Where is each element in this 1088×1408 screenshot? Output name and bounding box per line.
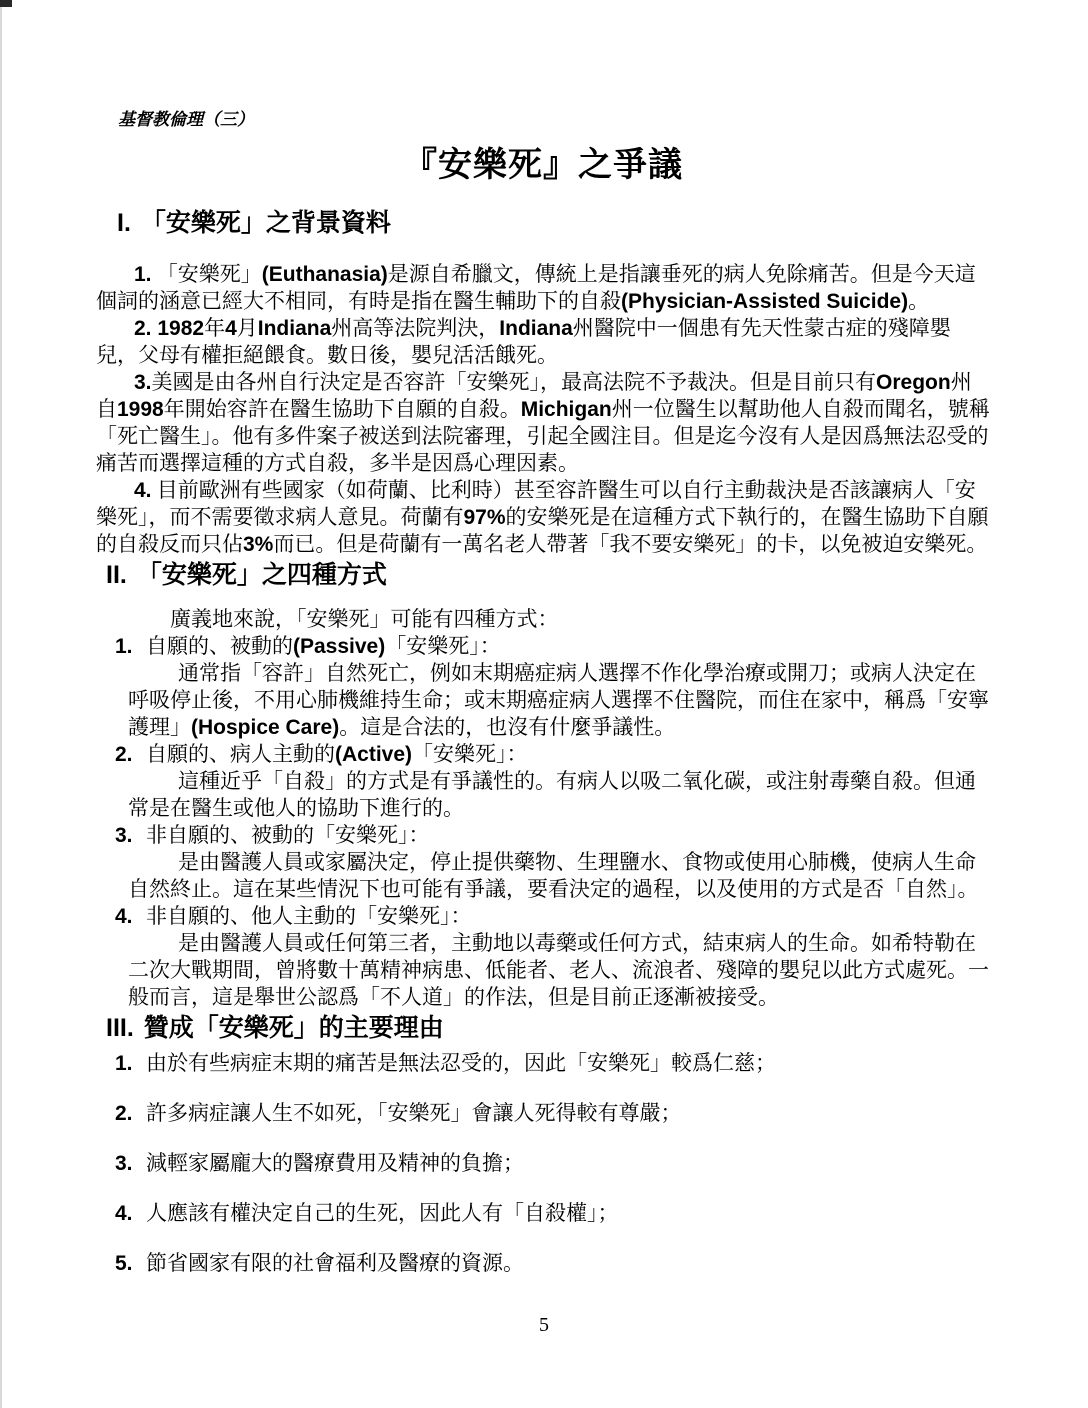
scan-edge-artifact	[0, 0, 2, 1408]
section-heading-text: 贊成「安樂死」的主要理由	[143, 1015, 444, 1042]
list-item-body: 通常指「容許」自然死亡，例如末期癌症病人選擇不作化學治療或開刀；或病人決定在呼吸停止後，不用心肺機維持生命；或末期癌症病人選擇不住醫院，而住在家中，稱爲「安寧護理」(Hospice Care)。這是合法的，也沒有什麼爭議性。	[128, 661, 989, 739]
list-item-title: 非自願的、他人主動的「安樂死」：	[146, 904, 472, 928]
reason-item-resources	[96, 1250, 990, 1277]
list-item-title: 非自願的、被動的「安樂死」：	[146, 823, 430, 847]
list-item-title: 自願的、被動的(Passive)「安樂死」：	[146, 634, 501, 658]
page-title: 『安樂死』之爭議	[403, 147, 683, 184]
section-number: III.	[106, 1014, 134, 1042]
list-item-text: 許多病症讓人生不如死，「安樂死」會讓人死得較有尊嚴；	[146, 1101, 682, 1125]
list-item-passive-involuntary	[96, 822, 990, 849]
list-item-body: 是由醫護人員或任何第三者，主動地以毒藥或任何方式，結束病人的生命。如希特勒在二次大戰期間，曾將數十萬精神病患、低能者、老人、流浪者、殘障的嬰兒以此方式處死。一般而言，這是舉世公認爲「不人道」的作法，但是目前正逐漸被接受。	[128, 931, 989, 1009]
section-pro-reasons-heading	[106, 1013, 990, 1044]
list-item-text: 由於有些病症末期的痛苦是無法忍受的，因此「安樂死」較爲仁慈；	[146, 1051, 776, 1075]
section-pro-reasons	[96, 1013, 990, 1277]
section-number: I.	[117, 209, 131, 237]
reason-item-right-to-die	[96, 1200, 990, 1227]
section-four-ways	[96, 560, 990, 1011]
list-item-number: 4.	[115, 1202, 133, 1225]
list-item-number: 3.	[115, 824, 133, 847]
section-background-heading	[117, 208, 990, 239]
list-item-title: 自願的、病人主動的(Active)「安樂死」：	[146, 742, 528, 766]
section-heading-text: 「安樂死」之背景資料	[140, 210, 391, 237]
course-header: 基督教倫理（三）	[118, 110, 254, 129]
paragraph-euthanasia-origin: 1. 「安樂死」(Euthanasia)是源自希臘文，傳統上是指讓垂死的病人免除痛苦。但是今天這個詞的涵意已經大不相同，有時是指在醫生輔助下的自殺(Physician-Assisted Suicide)。	[96, 262, 976, 313]
paragraph-indiana-case: 2. 1982年4月Indiana州高等法院判決，Indiana州醫院中一個患有先天性蒙古症的殘障嬰兒，父母有權拒絕餵食。數日後，嬰兒活活餓死。	[96, 316, 951, 367]
list-item-number: 1.	[115, 635, 133, 658]
list-item-number: 4.	[115, 905, 133, 928]
list-item-body: 這種近乎「自殺」的方式是有爭議性的。有病人以吸二氧化碳，或注射毒藥自殺。但通常是在醫生或他人的協助下進行的。	[128, 769, 976, 820]
list-item-number: 2.	[115, 1102, 133, 1125]
section-number: II.	[106, 561, 127, 589]
section-background	[96, 208, 990, 558]
list-item-number: 2.	[115, 743, 133, 766]
list-item-active-involuntary	[96, 903, 990, 930]
scan-corner-artifact	[0, 0, 12, 7]
list-item-text: 減輕家屬龐大的醫療費用及精神的負擔；	[146, 1151, 524, 1175]
page-content	[96, 0, 990, 1300]
section-four-ways-heading	[106, 560, 990, 591]
list-item-body: 是由醫護人員或家屬決定，停止提供藥物、生理鹽水、食物或使用心肺機，使病人生命自然終止。這在某些情況下也可能有爭議，要看決定的過程，以及使用的方式是否「自然」。	[128, 850, 979, 901]
list-item-number: 1.	[115, 1052, 133, 1075]
list-item-active-voluntary	[96, 741, 990, 768]
reason-item-burden	[96, 1150, 990, 1177]
section-heading-text: 「安樂死」之四種方式	[136, 562, 387, 589]
reason-item-mercy	[96, 1050, 990, 1077]
list-item-passive-voluntary	[96, 633, 990, 660]
paragraph-europe: 4. 目前歐洲有些國家（如荷蘭、比利時）甚至容許醫生可以自行主動裁決是否該讓病人「安樂死」，而不需要徵求病人意見。荷蘭有97%的安樂死是在這種方式下執行的，在醫生協助下自願的自殺反而只佔3%而已。但是荷蘭有一萬名老人帶著「我不要安樂死」的卡，以免被迫安樂死。	[96, 478, 989, 556]
paragraph-us-states: 3.美國是由各州自行決定是否容許「安樂死」，最高法院不予裁決。但是目前只有Oregon州自1998年開始容許在醫生協助下自願的自殺。Michigan州一位醫生以幫助他人自殺而聞名，號稱「死亡醫生」。他有多件案子被送到法院審理，引起全國注目。但是迄今沒有人是因爲無法忍受的痛苦而選擇這種的方式自殺，多半是因爲心理因素。	[96, 370, 990, 475]
list-item-text: 人應該有權決定自己的生死，因此人有「自殺權」；	[146, 1201, 619, 1225]
list-item-number: 5.	[115, 1252, 133, 1275]
list-item-text: 節省國家有限的社會福利及醫療的資源。	[146, 1251, 524, 1275]
page-number: 5	[539, 1314, 549, 1336]
four-ways-intro: 廣義地來說，「安樂死」可能有四種方式：	[170, 607, 559, 631]
list-item-number: 3.	[115, 1152, 133, 1175]
reason-item-dignity	[96, 1100, 990, 1127]
